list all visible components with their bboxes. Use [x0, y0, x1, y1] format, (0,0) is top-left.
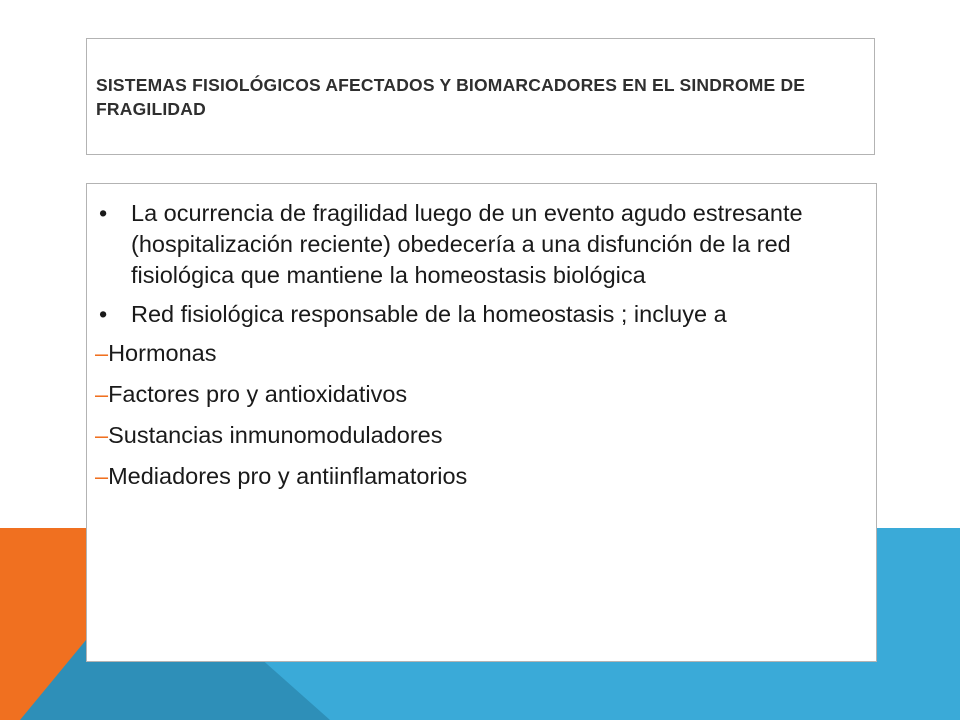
bullet-list [87, 198, 876, 502]
sub-item-text: Hormonas [108, 340, 217, 366]
dash-icon: – [95, 463, 109, 489]
title-box [86, 38, 875, 155]
bullet-text: Red fisiológica responsable de la homeostasis ; incluye a [131, 301, 727, 327]
sub-item-text: Factores pro y antioxidativos [108, 381, 408, 407]
dash-icon: – [95, 422, 109, 448]
bullet-item [87, 198, 876, 291]
content-box [86, 183, 877, 662]
bullet-item [87, 299, 876, 330]
sub-item [87, 461, 876, 492]
sub-item-text: Sustancias inmunomoduladores [108, 422, 443, 448]
dash-icon: – [95, 381, 109, 407]
sub-item [87, 379, 876, 410]
bullet-dot-icon: • [99, 200, 108, 226]
dash-icon: – [95, 340, 109, 366]
sub-item [87, 420, 876, 451]
bullet-dot-icon: • [99, 301, 108, 327]
bullet-text: La ocurrencia de fragilidad luego de un evento agudo estresante (hospitalización reciente) obedecería a una disfunción de la red fisiológica que mantiene la homeostasis biológica [131, 200, 803, 288]
sub-item [87, 338, 876, 369]
slide-title: SISTEMAS FISIOLÓGICOS AFECTADOS Y BIOMARCADORES EN EL SINDROME DE FRAGILIDAD [96, 75, 806, 119]
sub-item-text: Mediadores pro y antiinflamatorios [108, 463, 468, 489]
